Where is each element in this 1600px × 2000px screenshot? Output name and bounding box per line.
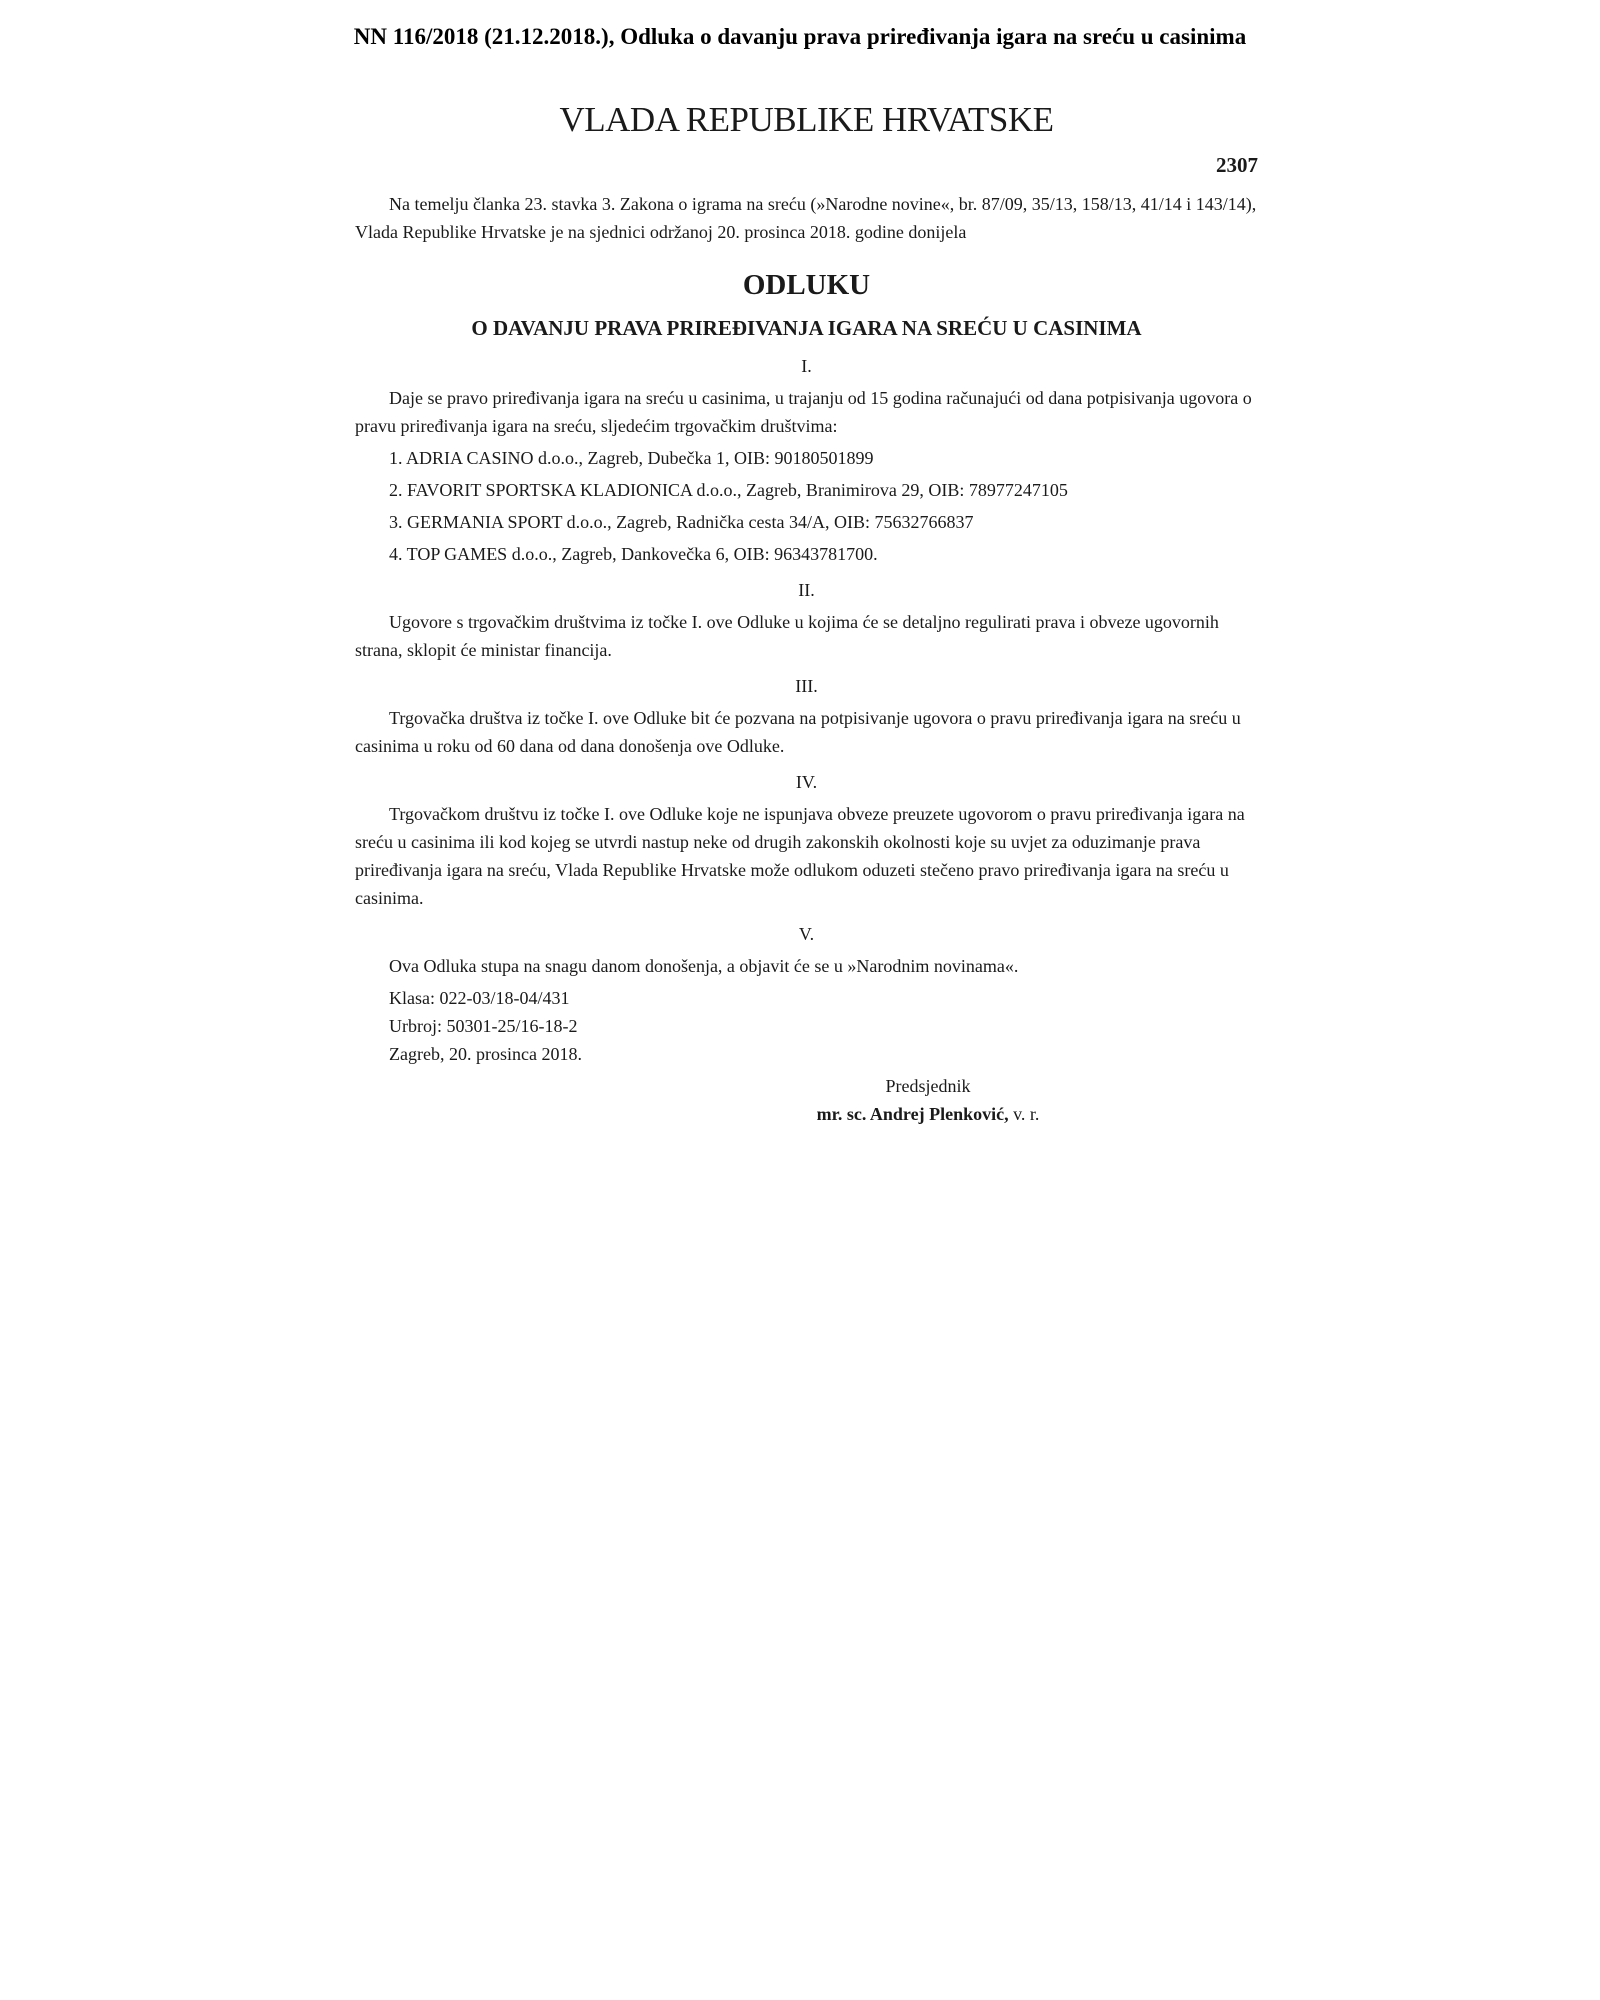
decision-subtitle: O DAVANJU PRAVA PRIREĐIVANJA IGARA NA SREĆU U CASINIMA — [471, 316, 1142, 340]
section-text-4: Trgovačkom društvu iz točke I. ove Odluke koje ne ispunjava obveze preuzete ugovorom o pravu priređivanja igara na sreću u casinima ili kod kojeg se utvrdi nastup neke od drugih zakonskih okolnosti koje su uvjet za oduzimanje prava priređivanja igara na sreću, Vlada Republike Hrvatske može odlukom oduzeti stečeno pravo priređivanja igara na sreću u casinima. — [355, 804, 1245, 908]
urbroj-line: Urbroj: 50301-25/16-18-2 — [389, 1016, 578, 1036]
company-list-item: 4. TOP GAMES d.o.o., Zagreb, Dankovečka 6, OIB: 96343781700. — [389, 544, 878, 564]
section-text-1: Daje se pravo priređivanja igara na sreću u casinima, u trajanju od 15 godina računajući od dana potpisivanja ugovora o pravu priređivanja igara na sreću, sljedećim trgovačkim društvima: — [355, 388, 1252, 436]
government-title: VLADA REPUBLIKE HRVATSKE — [559, 100, 1054, 139]
signature-name-line — [803, 1100, 1053, 1128]
signature-name: mr. sc. Andrej Plenković, — [816, 1104, 1009, 1124]
section-text-5: Ova Odluka stupa na snagu danom donošenja, a objavit će se u »Narodnim novinama«. — [389, 956, 1019, 976]
signature-block — [803, 1072, 1053, 1128]
company-list-item: 1. ADRIA CASINO d.o.o., Zagreb, Dubečka 1, OIB: 90180501899 — [389, 448, 874, 468]
section-number-5: V. — [798, 924, 815, 944]
section-text-2: Ugovore s trgovačkim društvima iz točke I. ove Odluke u kojima će se detaljno regulirati prava i obveze ugovornih strana, sklopit će ministar financija. — [355, 612, 1219, 660]
section-number-4: IV. — [795, 772, 818, 792]
place-date-line: Zagreb, 20. prosinca 2018. — [389, 1044, 582, 1064]
section-number-1: I. — [801, 356, 812, 376]
decision-title: ODLUKU — [742, 269, 871, 301]
klasa-line: Klasa: 022-03/18-04/431 — [389, 988, 570, 1008]
document-body — [355, 98, 1258, 1128]
signature-suffix: v. r. — [1008, 1104, 1040, 1124]
section-number-2: II. — [798, 580, 815, 600]
company-list-item: 3. GERMANIA SPORT d.o.o., Zagreb, Radnička cesta 34/A, OIB: 75632766837 — [389, 512, 974, 532]
document-header-title: NN 116/2018 (21.12.2018.), Odluka o davanju prava priređivanja igara na sreću u casinima — [353, 24, 1247, 49]
intro-paragraph: Na temelju članka 23. stavka 3. Zakona o igrama na sreću (»Narodne novine«, br. 87/09, 35/13, 158/13, 41/14 i 143/14), Vlada Republike Hrvatske je na sjednici održanoj 20. prosinca 2018. godine donijela — [355, 194, 1257, 242]
company-list-item: 2. FAVORIT SPORTSKA KLADIONICA d.o.o., Zagreb, Branimirova 29, OIB: 78977247105 — [389, 480, 1068, 500]
document-number: 2307 — [1216, 153, 1258, 177]
signature-role: Predsjednik — [885, 1076, 971, 1096]
section-text-3: Trgovačka društva iz točke I. ove Odluke bit će pozvana na potpisivanje ugovora o pravu priređivanja igara na sreću u casinima u roku od 60 dana od dana donošenja ove Odluke. — [355, 708, 1241, 756]
section-number-3: III. — [795, 676, 818, 696]
